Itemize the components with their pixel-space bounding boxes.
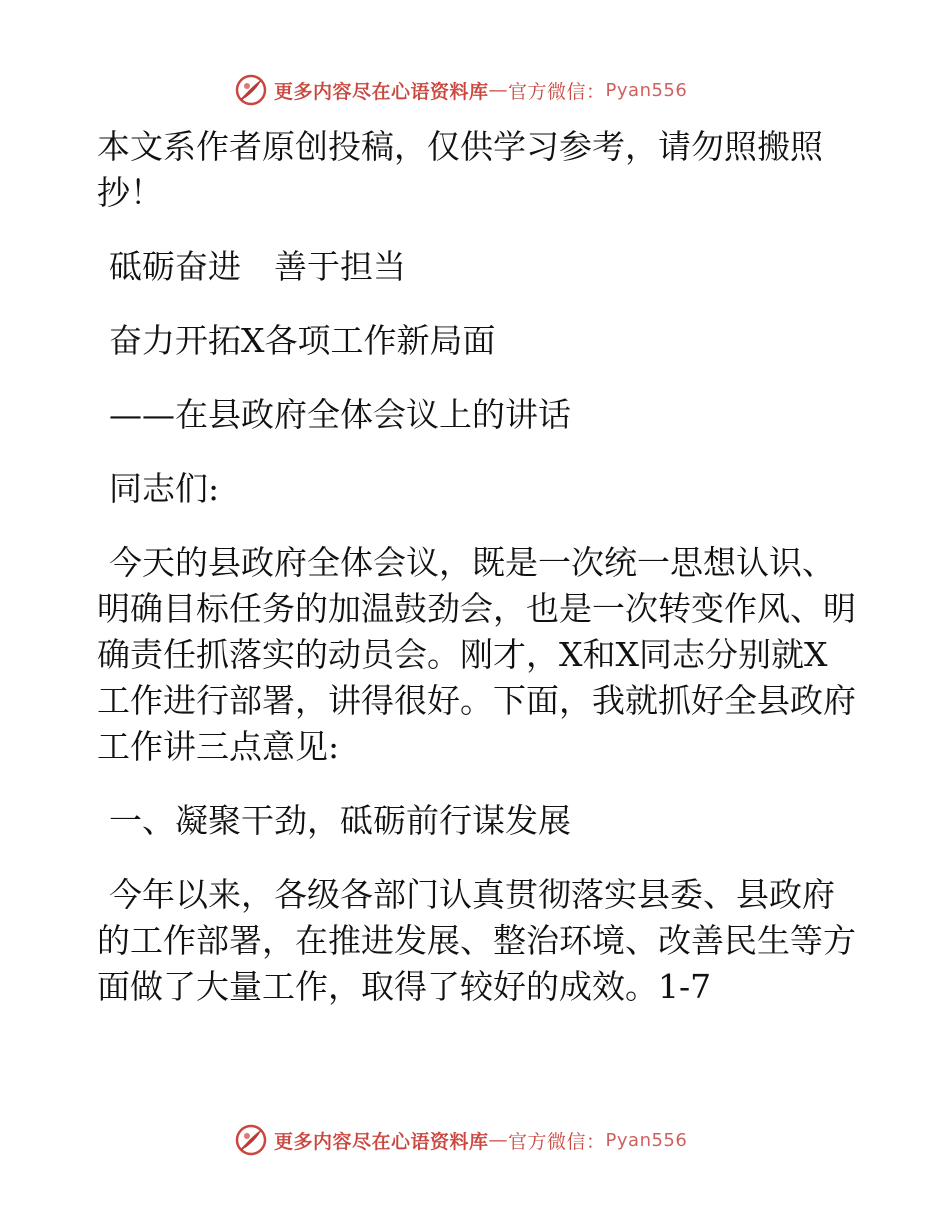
banner-wechat-id: Pyan556	[605, 79, 688, 101]
title-line-2: 奋力开拓X各项工作新局面	[109, 321, 496, 360]
footer-watermark-banner	[234, 1120, 734, 1160]
title-line-1: 砥砺奋进 善于担当	[109, 247, 406, 286]
copyright-notice: 本文系作者原创投稿，仅供学习参考，请勿照搬照抄！	[97, 127, 823, 212]
banner-wechat-label: 官方微信：	[508, 1130, 606, 1153]
salutation: 同志们:	[109, 469, 220, 508]
section-heading-1: 一、凝聚干劲，砥砺前行谋发展	[109, 801, 571, 840]
banner-wechat-label: 官方微信：	[508, 80, 606, 103]
quill-logo-icon	[234, 73, 268, 107]
speech-subtitle: ——在县政府全体会议上的讲话	[109, 395, 571, 434]
paragraph-opening: 今天的县政府全体会议，既是一次统一思想认识、明确目标任务的加温鼓劲会，也是一次转变作风、明确责任抓落实的动员会。刚才，X和X同志分别就X工作进行部署，讲得很好。下面，我就抓好全县政府工作讲三点意见:	[97, 543, 856, 766]
header-watermark-banner	[234, 70, 734, 110]
banner-brand-text: 更多内容尽在心语资料库	[274, 1130, 489, 1153]
banner-wechat-id: Pyan556	[605, 1129, 688, 1151]
banner-separator: —	[488, 79, 509, 101]
document-body	[97, 124, 857, 1038]
banner-separator: —	[488, 1129, 509, 1151]
paragraph-achievements: 今年以来，各级各部门认真贯彻落实县委、县政府的工作部署，在推进发展、整治环境、改善民生等方面做了大量工作，取得了较好的成效。1-7	[97, 875, 856, 1006]
quill-logo-icon	[234, 1123, 268, 1157]
banner-brand-text: 更多内容尽在心语资料库	[274, 80, 489, 103]
